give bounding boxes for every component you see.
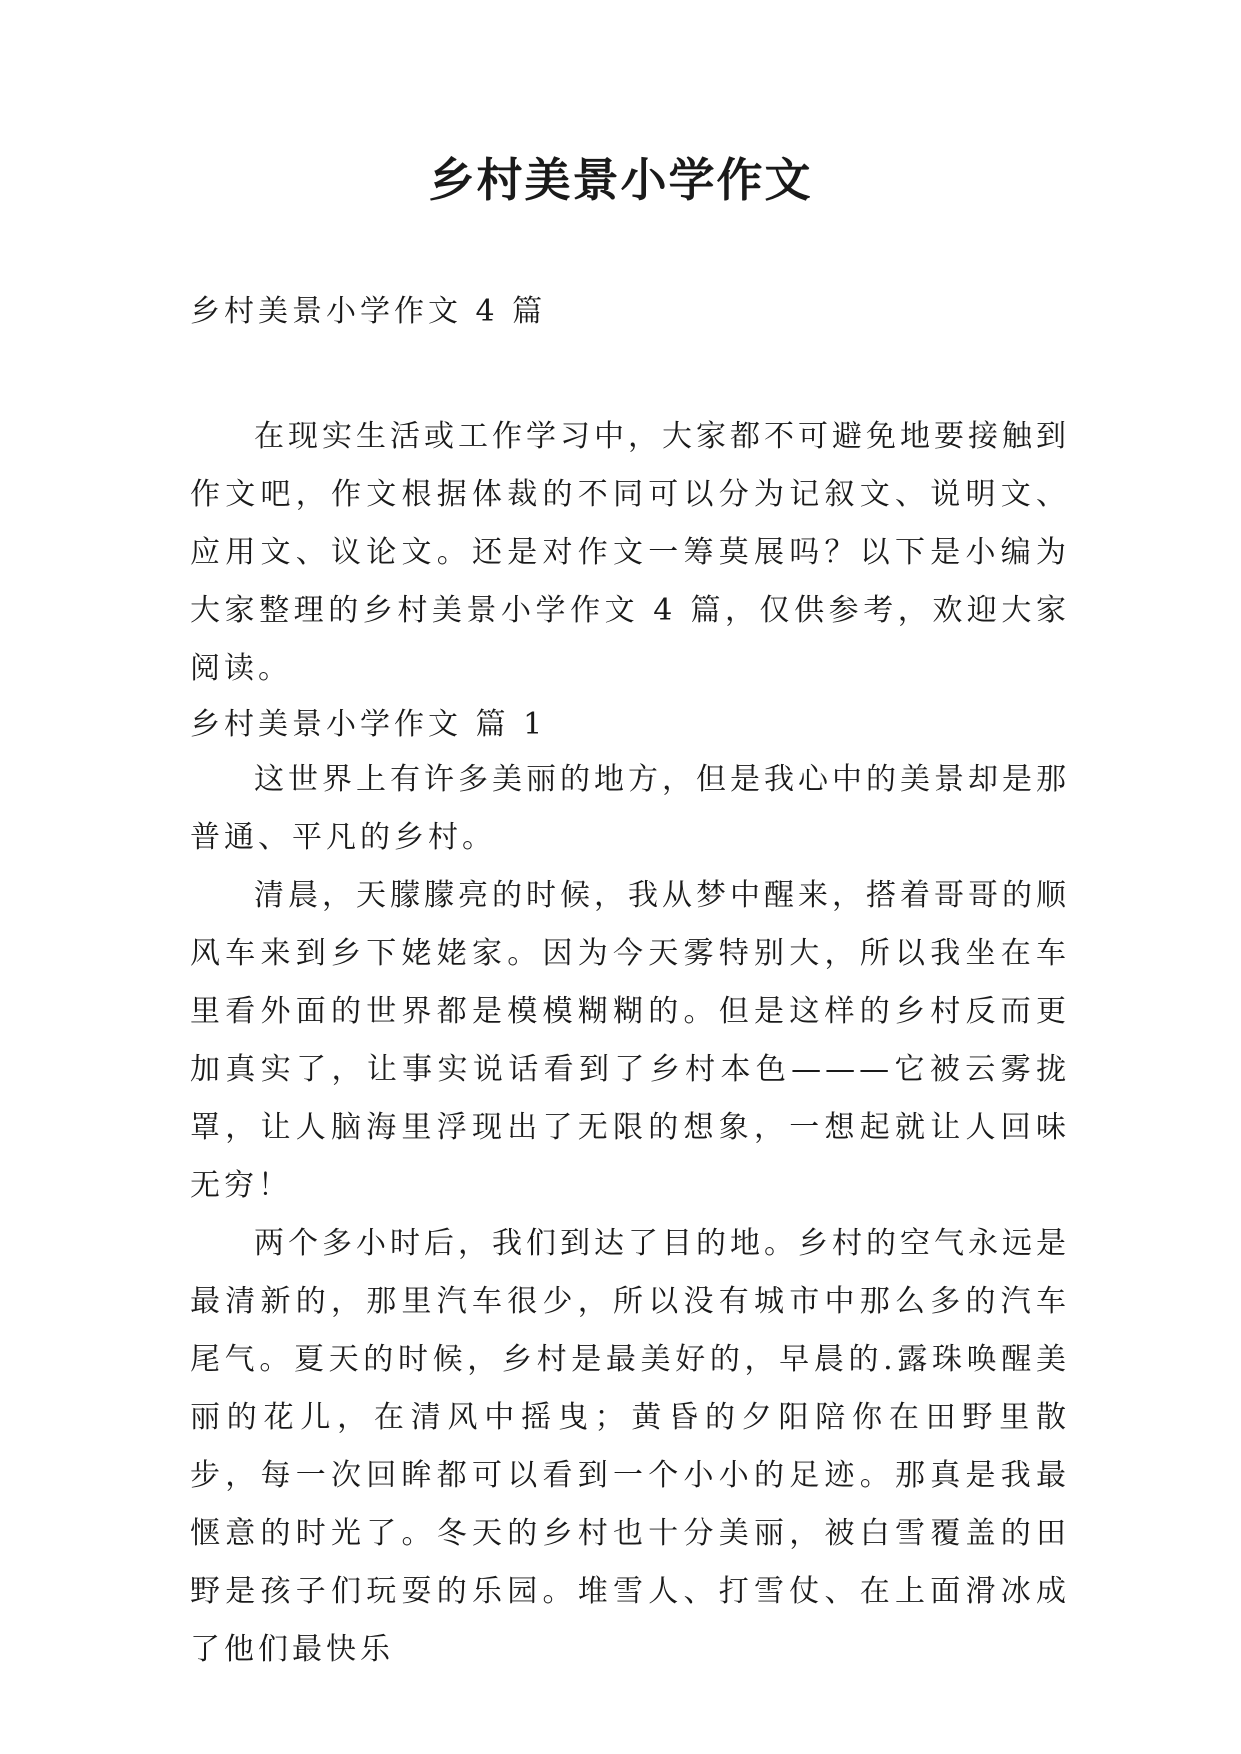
document-title: 乡村美景小学作文 — [428, 153, 813, 207]
essay-body — [190, 751, 1070, 1679]
document-subtitle: 乡村美景小学作文 4 篇 — [190, 294, 547, 329]
essay-paragraph-2: 清晨，天朦朦亮的时候，我从梦中醒来，搭着哥哥的顺风车来到乡下姥姥家。因为今天雾特别大，所以我坐在车里看外面的世界都是模模糊糊的。但是这样的乡村反而更加真实了，让事实说话看到了乡村本色———它被云雾拢罩，让人脑海里浮现出了无限的想象，一想起就让人回味无穷！ — [190, 878, 1070, 1203]
essay-paragraph-1: 这世界上有许多美丽的地方，但是我心中的美景却是那普通、平凡的乡村。 — [190, 762, 1070, 855]
section-heading: 乡村美景小学作文 篇 1 — [190, 707, 547, 742]
essay-paragraph-3: 两个多小时后，我们到达了目的地。乡村的空气永远是最清新的，那里汽车很少，所以没有城市中那么多的汽车尾气。夏天的时候，乡村是最美好的，早晨的.露珠唤醒美丽的花儿，在清风中摇曳；黄昏的夕阳陪你在田野里散步，每一次回眸都可以看到一个小小的足迹。那真是我最惬意的时光了。冬天的乡村也十分美丽，被白雪覆盖的田野是孩子们玩耍的乐园。堆雪人、打雪仗、在上面滑冰成了他们最快乐 — [190, 1226, 1070, 1667]
intro-paragraph: 在现实生活或工作学习中，大家都不可避免地要接触到作文吧，作文根据体裁的不同可以分为记叙文、说明文、应用文、议论文。还是对作文一筹莫展吗？以下是小编为大家整理的乡村美景小学作文 4 篇，仅供参考，欢迎大家阅读。 — [190, 419, 1070, 686]
